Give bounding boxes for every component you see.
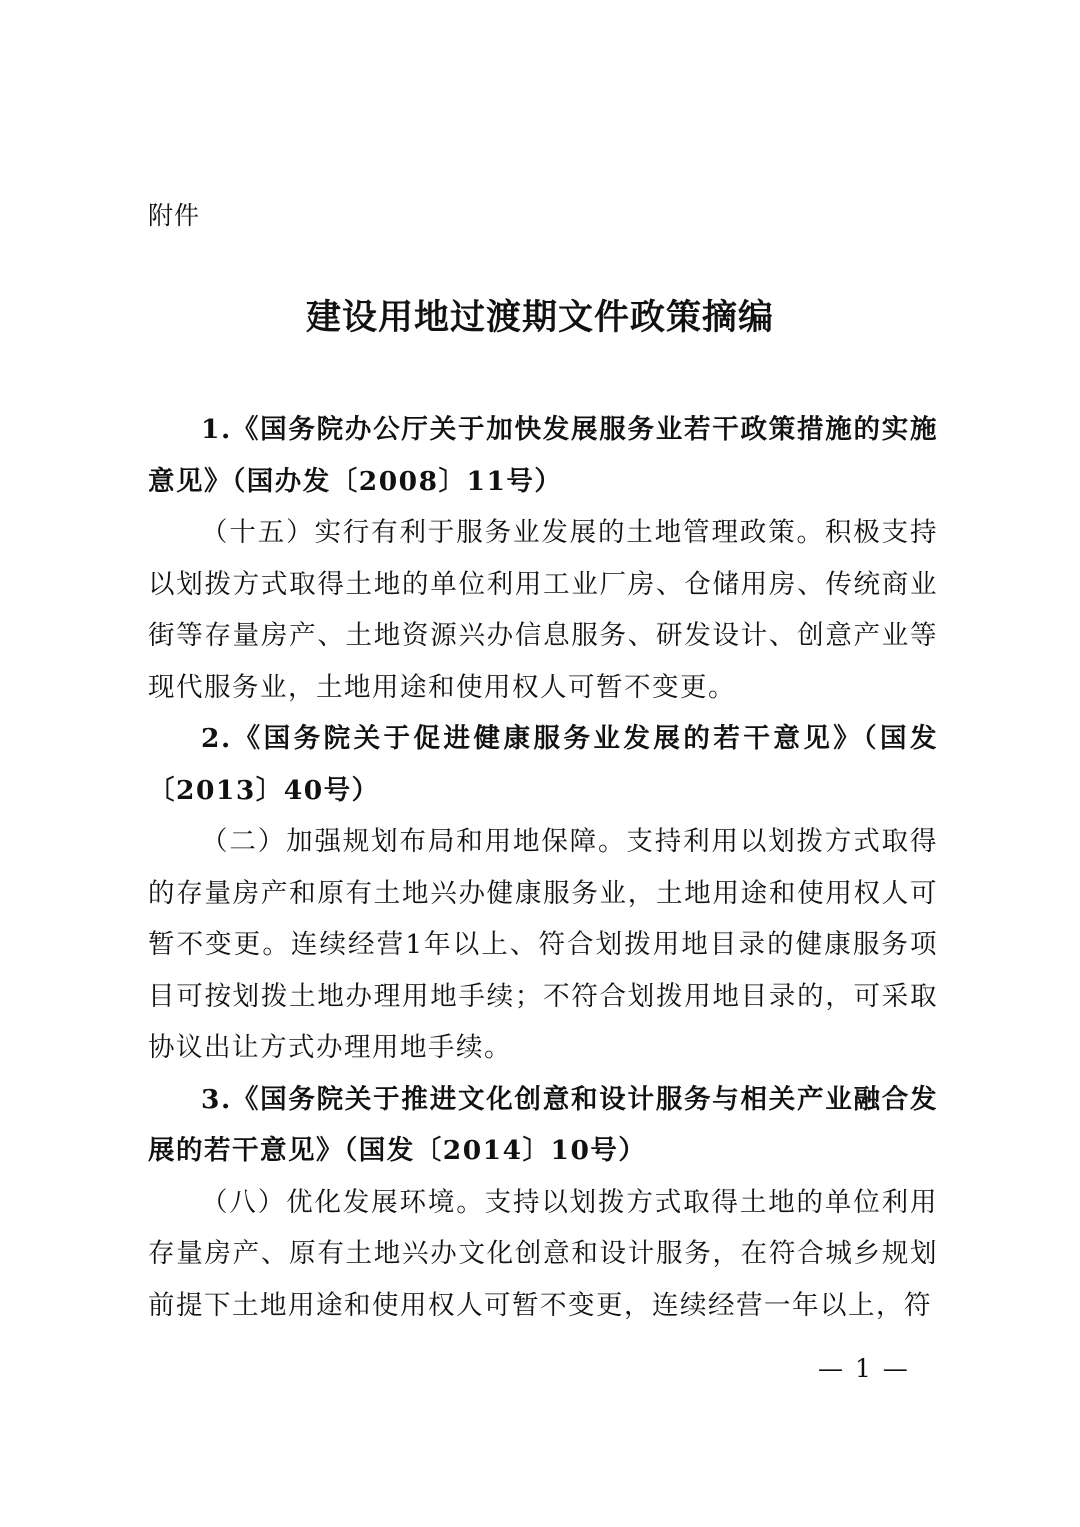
section-heading-2: 2.《国务院关于促进健康服务业发展的若干意见》（国发〔2013〕40号） (148, 723, 938, 806)
section-body-3: （八）优化发展环境。支持以划拨方式取得土地的单位利用存量房产、原有土地兴办文化创意和设计服务，在符合城乡规划前提下土地用途和使用权人可暂不变更，连续经营一年以上，符 (148, 1186, 938, 1321)
page-number: — 1 — (818, 1354, 910, 1383)
section-heading-3: 3.《国务院关于推进文化创意和设计服务与相关产业融合发展的若干意见》（国发〔2014〕10号） (148, 1083, 938, 1166)
section-body-2: （二）加强规划布局和用地保障。支持利用以划拨方式取得的存量房产和原有土地兴办健康服务业，土地用途和使用权人可暂不变更。连续经营1年以上、符合划拨用地目录的健康服务项目可按划拨土地办理用地手续；不符合划拨用地目录的，可采取协议出让方式办理用地手续。 (148, 826, 938, 1063)
attachment-label: 附件 (148, 201, 201, 230)
section-heading-1: 1.《国务院办公厅关于加快发展服务业若干政策措施的实施意见》（国办发〔2008〕11号） (148, 414, 938, 497)
document-body (148, 404, 938, 1331)
document-title: 建设用地过渡期文件政策摘编 (305, 298, 774, 338)
section-body-1: （十五）实行有利于服务业发展的土地管理政策。积极支持以划拨方式取得土地的单位利用工业厂房、仓储用房、传统商业街等存量房产、土地资源兴办信息服务、研发设计、创意产业等现代服务业，土地用途和使用权人可暂不变更。 (148, 517, 938, 703)
